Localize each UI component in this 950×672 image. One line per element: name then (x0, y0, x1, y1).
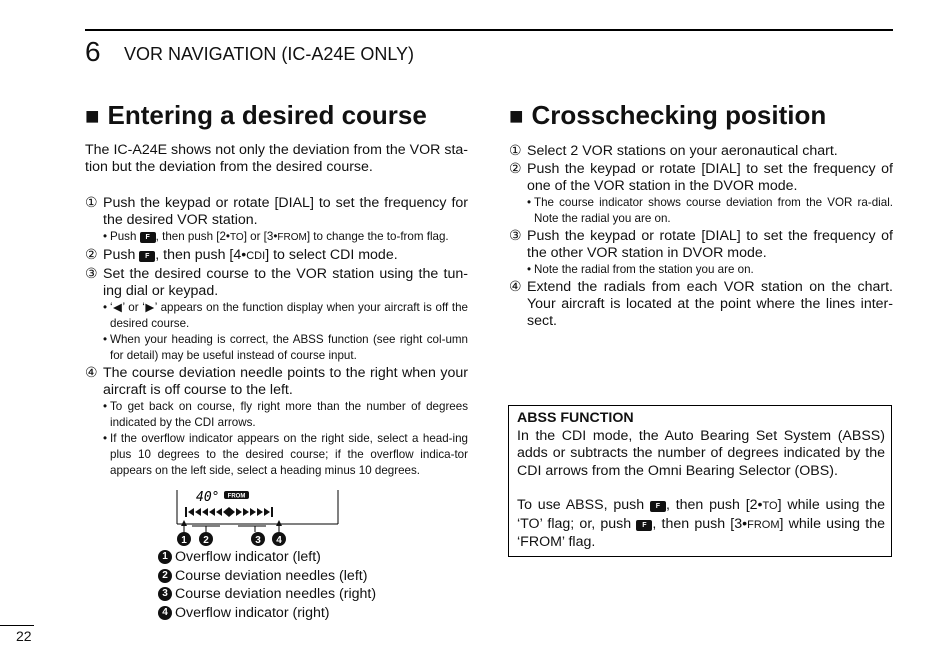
step-4: ④ The course deviation needle points to the right when your aircraft is off course to the left. (85, 365, 468, 398)
f-key-icon: F (636, 520, 652, 531)
overflow-left-bar (185, 507, 187, 517)
needle-right-4 (257, 508, 263, 516)
intro-paragraph: The IC-A24E shows not only the deviation from the VOR sta-tion but the deviation from the desired course. (85, 142, 468, 175)
header-rule (85, 29, 893, 31)
right-column (509, 142, 893, 330)
needle-left-4 (209, 508, 215, 516)
cdi-display-diagram (170, 488, 350, 548)
section-title-entering-course: ■ Entering a desired course (85, 100, 427, 130)
step-2-note: • The course indicator shows course deviation from the VOR ra-dial. Note the radial you are on. (527, 196, 893, 225)
box-paragraph-2: To use ABSS, push F , then push [2•TO] while using the ‘TO’ flag; or, push F , then push [3•FROM] while using the ‘FROM’ flag. (517, 497, 885, 550)
needle-left-1 (188, 508, 194, 516)
cdi-needles (185, 507, 273, 517)
callout-pointers (181, 520, 282, 532)
needle-right-1 (236, 508, 242, 516)
step-2: ② Push the keypad or rotate [DIAL] to set the frequency of one of the VOR station in the DVOR mode. (509, 161, 893, 194)
svg-text:3: 3 (255, 535, 261, 546)
overflow-right-bar (271, 507, 273, 517)
page-number: 22 (16, 628, 32, 644)
svg-text:1: 1 (181, 535, 187, 546)
svg-text:4: 4 (276, 535, 282, 546)
section-title-crosschecking: ■ Crosschecking position (509, 100, 827, 130)
box-title: ABSS FUNCTION (517, 410, 634, 426)
step-3-note-1: • ‘◀’ or ‘▶’ appears on the function display when your aircraft is off the desired course. (103, 301, 468, 330)
box-paragraph-1: In the CDI mode, the Auto Bearing Set System (ABSS) adds or subtracts the number of degrees indicated by the CDI arrows from the Omni Bearing Selector (OBS). (517, 427, 885, 479)
f-key-icon: F (650, 501, 666, 512)
abss-function-box (508, 405, 892, 557)
step-3: ③ Set the desired course to the VOR station using the tun-ing dial or keypad. (85, 266, 468, 299)
needle-left-2 (195, 508, 201, 516)
callout-numbers (177, 532, 286, 546)
step-1-note: • Push F , then push [2•TO] or [3•FROM] to change the to-from flag. (103, 230, 449, 243)
step-1: ① Push the keypad or rotate [DIAL] to set the frequency for the desired VOR station. (85, 195, 468, 228)
diagram-legend (158, 548, 376, 622)
needle-right-3 (250, 508, 256, 516)
svg-text:2: 2 (203, 535, 209, 546)
step-4: ④ Extend the radials from each VOR station on the chart. Your aircraft is located at the point where the lines inter-sect. (509, 279, 893, 329)
center-diamond (223, 507, 235, 517)
step-1: ① Select 2 VOR stations on your aeronautical chart. (509, 143, 838, 159)
needle-right-5 (264, 508, 270, 516)
page-number-rule (0, 625, 34, 626)
legend-item: 1 Overflow indicator (left) (158, 548, 376, 567)
legend-item: 4 Overflow indicator (right) (158, 604, 376, 623)
step-3: ③ Push the keypad or rotate [DIAL] to set the frequency of the other VOR station in DVOR mode. (509, 228, 893, 261)
needle-left-3 (202, 508, 208, 516)
left-column (85, 142, 468, 479)
f-key-icon: F (139, 251, 155, 262)
step-3-note: • Note the radial from the station you are on. (527, 263, 754, 276)
legend-item: 2 Course deviation needles (left) (158, 567, 376, 586)
step-4-note-2: • If the overflow indicator appears on the right side, select a head-ing plus 10 degrees to the desired course; if the overflow indica-tor appears on the left side, select a heading minus 10 degrees. (103, 432, 468, 477)
step-4-note-1: • To get back on course, fly right more than the number of degrees indicated by the CDI arrows. (103, 400, 468, 429)
chapter-number: 6 (85, 36, 101, 67)
display-flag: FROM (227, 493, 246, 500)
step-3-note-2: • When your heading is correct, the ABSS function (see right col-umn for detail) may be useful instead of course input. (103, 333, 468, 362)
f-key-icon: F (140, 232, 156, 243)
needle-right-2 (243, 508, 249, 516)
chapter-title: VOR NAVIGATION (IC-A24E ONLY) (124, 44, 415, 64)
legend-item: 3 Course deviation needles (right) (158, 585, 376, 604)
display-degrees: 40° (196, 490, 220, 505)
needle-left-5 (216, 508, 222, 516)
step-2: ② Push F , then push [4•CDI] to select CDI mode. (85, 247, 398, 263)
